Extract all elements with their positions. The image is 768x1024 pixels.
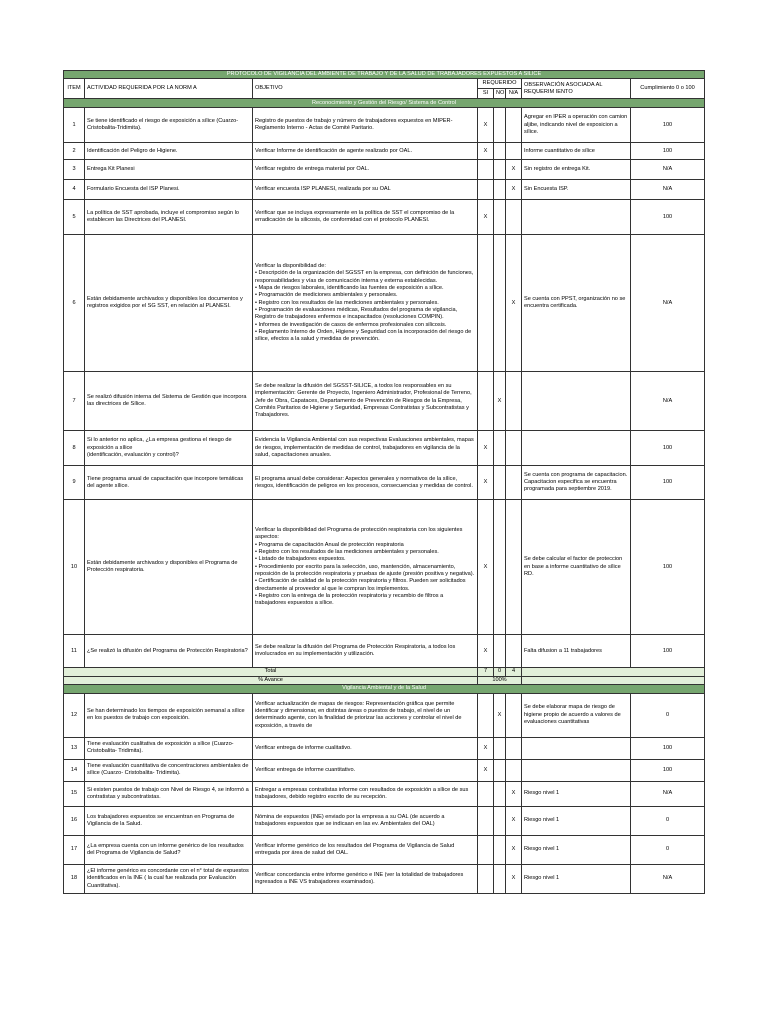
cumplimiento-value: 100 bbox=[631, 431, 705, 466]
table-row bbox=[64, 160, 705, 180]
no-mark bbox=[494, 737, 506, 759]
table-row bbox=[64, 108, 705, 143]
table-row bbox=[64, 737, 705, 759]
observacion-cell: Se debe calcular el factor de proteccion en base a informe cuantitativo de sílice RD. bbox=[522, 500, 631, 635]
total-no: 0 bbox=[494, 668, 506, 676]
na-mark bbox=[506, 200, 522, 235]
actividad-cell: Tiene programa anual de capacitación que incorpore temáticas del agente sílice. bbox=[85, 466, 253, 500]
table-row bbox=[64, 835, 705, 864]
item-number: 3 bbox=[64, 160, 85, 180]
table-row bbox=[64, 806, 705, 835]
actividad-cell: Formulario Encuesta del ISP Planesi. bbox=[85, 180, 253, 200]
no-mark bbox=[494, 235, 506, 372]
observacion-cell bbox=[522, 372, 631, 431]
cumplimiento-value: N/A bbox=[631, 235, 705, 372]
no-mark bbox=[494, 759, 506, 781]
item-number: 16 bbox=[64, 806, 85, 835]
total-label: Total bbox=[64, 668, 478, 676]
objetivo-cell: Verificar que se incluya expresamente en la política de SST el compromiso de la erradicación de la silicosis, de conformidad con el protocolo PLANESI. bbox=[253, 200, 478, 235]
observacion-cell: Riesgo nivel 1 bbox=[522, 781, 631, 806]
header-observacion: OBSERVACIÓN ASOCIADA AL REQUERIM IENTO bbox=[522, 79, 631, 99]
na-mark bbox=[506, 431, 522, 466]
item-number: 7 bbox=[64, 372, 85, 431]
na-mark: X bbox=[506, 835, 522, 864]
no-mark bbox=[494, 200, 506, 235]
objetivo-cell: Evidencia la Vigilancia Ambiental con sus respectivas Evaluaciones ambientales, mapas de riesgos, implementación de medidas de control, trabajadores en vigilancia de la salud, capacitaciones anuales. bbox=[253, 431, 478, 466]
objetivo-cell: Verificar la disponibilidad de: • Descripción de la organización del SGSST en la empresa, con definición de funciones, responsabilidades y vías de comunicación interna y externa establecidas. • Mapa de riesgos laborales, identificando las fuentes de exposición a sílice. • Programación de mediciones ambientales y personales. • Registro con los resultados de las mediciones ambientales y personales. • Programación de evaluaciones médicas, Resultados del programa de vigilancia, Registro de trabajadores enfermos e incapacitados (resoluciones COMPIN). • Informes de investigación de casos de enfermos profesionales con silicosis. • Reglamento Interno de Orden, Higiene y Seguridad con la incorporación del riesgo de sílice, efectos a la salud y medidas de prevención. bbox=[253, 235, 478, 372]
no-mark bbox=[494, 143, 506, 160]
na-mark bbox=[506, 693, 522, 737]
no-mark bbox=[494, 180, 506, 200]
table-row bbox=[64, 693, 705, 737]
item-number: 17 bbox=[64, 835, 85, 864]
cumplimiento-value: N/A bbox=[631, 372, 705, 431]
table-row bbox=[64, 781, 705, 806]
header-objetivo: OBJETIVO bbox=[253, 79, 478, 99]
si-mark bbox=[478, 693, 494, 737]
table-row bbox=[64, 466, 705, 500]
actividad-cell: Los trabajadores expuestos se encuentran en Programa de Vigilancia de la Salud. bbox=[85, 806, 253, 835]
no-mark bbox=[494, 466, 506, 500]
cumplimiento-value: 0 bbox=[631, 693, 705, 737]
si-mark: X bbox=[478, 108, 494, 143]
objetivo-cell: Verificar concordancia entre informe genérico e INE (ver la totalidad de trabajadores ingresados a INE VS trabajadores examinados). bbox=[253, 864, 478, 893]
table-row bbox=[64, 500, 705, 635]
total-row bbox=[64, 668, 705, 676]
na-mark bbox=[506, 635, 522, 668]
cumplimiento-value: 100 bbox=[631, 635, 705, 668]
si-mark bbox=[478, 806, 494, 835]
table-row bbox=[64, 759, 705, 781]
objetivo-cell: Verificar entrega de informe cualitativo. bbox=[253, 737, 478, 759]
no-mark: X bbox=[494, 693, 506, 737]
checklist-body bbox=[64, 71, 705, 894]
no-mark bbox=[494, 500, 506, 635]
objetivo-cell: Verificar actualización de mapas de riesgos: Representación gráfica que permite identificar y dimensionar, en distintas áreas o puestos de trabajo, el nivel de un determinado agente, con la finalidad de priorizar las acciones y controlar el nivel de exposición, a través de bbox=[253, 693, 478, 737]
no-mark bbox=[494, 864, 506, 893]
na-mark: X bbox=[506, 864, 522, 893]
avance-row bbox=[64, 676, 705, 684]
no-mark bbox=[494, 806, 506, 835]
objetivo-cell: Verificar entrega de informe cuantitativo. bbox=[253, 759, 478, 781]
observacion-cell: Informe cuantitativo de sílice bbox=[522, 143, 631, 160]
na-mark bbox=[506, 108, 522, 143]
observacion-cell bbox=[522, 200, 631, 235]
cumplimiento-value: N/A bbox=[631, 180, 705, 200]
no-mark bbox=[494, 835, 506, 864]
section-title-row bbox=[64, 99, 705, 108]
no-mark bbox=[494, 781, 506, 806]
observacion-cell: Riesgo nivel 1 bbox=[522, 835, 631, 864]
cumplimiento-value: 100 bbox=[631, 466, 705, 500]
header-item: ITEM bbox=[64, 79, 85, 99]
checklist-sheet bbox=[63, 70, 704, 894]
header-no: NO bbox=[494, 89, 506, 99]
objetivo-cell: Se debe realizar la difusión del Programa de Protección Respiratoria, a todos los involucrados en su implementación y utilización. bbox=[253, 635, 478, 668]
avance-value: 100% bbox=[478, 676, 522, 684]
objetivo-cell: Se debe realizar la difusión del SGSST-SILICE, a todos los responsables en su implementación: Gerente de Proyecto, Ingeniero Administrador, Profesional de Terreno, Jefe de Obra, Capataces, Departamento de Prevención de Riesgos de la Empresa, Comités Paritarios de Higiene y Seguridad, Empresas Contratistas y Subcontratistas y Trabajadores. bbox=[253, 372, 478, 431]
observacion-cell bbox=[522, 759, 631, 781]
item-number: 12 bbox=[64, 693, 85, 737]
actividad-cell: Se realizó difusión interna del Sistema de Gestión que incorpora las directrices de Sílice. bbox=[85, 372, 253, 431]
header-row bbox=[64, 79, 705, 89]
item-number: 9 bbox=[64, 466, 85, 500]
na-mark: X bbox=[506, 781, 522, 806]
observacion-cell: Sin registro de entrega Kit. bbox=[522, 160, 631, 180]
actividad-cell: ¿El informe genérico es concordante con el n° total de expuestos identificados en la INE ( la cual fue realizada por Evaluación Cuantitativa). bbox=[85, 864, 253, 893]
na-mark: X bbox=[506, 235, 522, 372]
actividad-cell: ¿Se realizó la difusión del Programa de Protección Respiratoria? bbox=[85, 635, 253, 668]
cumplimiento-value: 100 bbox=[631, 500, 705, 635]
objetivo-cell: Entregar a empresas contratistas informe con resultados de exposición a sílice de sus trabajadores, debido registro escrito de su recepción. bbox=[253, 781, 478, 806]
header-requerido: REQUERIDO bbox=[478, 79, 522, 89]
si-mark: X bbox=[478, 759, 494, 781]
observacion-cell bbox=[522, 431, 631, 466]
table-row bbox=[64, 431, 705, 466]
no-mark bbox=[494, 160, 506, 180]
si-mark bbox=[478, 835, 494, 864]
total-spacer bbox=[522, 668, 705, 676]
objetivo-cell: Nómina de expuestos (INE) enviado por la empresa a su OAL (de acuerdo a trabajadores expuestos que se indicaan en las ev. Ambientales del OAL) bbox=[253, 806, 478, 835]
item-number: 18 bbox=[64, 864, 85, 893]
item-number: 4 bbox=[64, 180, 85, 200]
na-mark bbox=[506, 737, 522, 759]
cumplimiento-value: 0 bbox=[631, 806, 705, 835]
item-number: 15 bbox=[64, 781, 85, 806]
si-mark: X bbox=[478, 431, 494, 466]
na-mark bbox=[506, 759, 522, 781]
cumplimiento-value: N/A bbox=[631, 781, 705, 806]
total-si: 7 bbox=[478, 668, 494, 676]
na-mark bbox=[506, 466, 522, 500]
observacion-cell: Se debe elaborar mapa de riesgo de higiene propio de acuerdo a valores de evaluaciones cuantitativas bbox=[522, 693, 631, 737]
table-row bbox=[64, 635, 705, 668]
cumplimiento-value: 100 bbox=[631, 737, 705, 759]
na-mark bbox=[506, 500, 522, 635]
protocol-title: PROTOCOLO DE VIGILANCIA DEL AMBIENTE DE TRABAJO Y DE LA SALUD DE TRABAJADORES EXPUESTOS A SILICE bbox=[64, 71, 705, 79]
na-mark: X bbox=[506, 160, 522, 180]
cumplimiento-value: 100 bbox=[631, 200, 705, 235]
table-row bbox=[64, 143, 705, 160]
si-mark bbox=[478, 372, 494, 431]
actividad-cell: ¿La empresa cuenta con un informe genérico de los resultados del Programa de Vigilancia de Salud? bbox=[85, 835, 253, 864]
section-title-row bbox=[64, 684, 705, 693]
na-mark bbox=[506, 372, 522, 431]
observacion-cell: Se cuenta con programa de capacitacion. Capacitacion especifica se encuentra programada para septiembre 2019. bbox=[522, 466, 631, 500]
header-cumplimiento: Cumplimiento 0 o 100 bbox=[631, 79, 705, 99]
si-mark: X bbox=[478, 737, 494, 759]
observacion-cell: Se cuenta con PPST, organización no se encuentra certificada. bbox=[522, 235, 631, 372]
table-row bbox=[64, 180, 705, 200]
si-mark bbox=[478, 180, 494, 200]
na-mark bbox=[506, 143, 522, 160]
avance-spacer bbox=[522, 676, 705, 684]
observacion-cell bbox=[522, 737, 631, 759]
objetivo-cell: Verificar Informe de identificación de agente realizado por OAL. bbox=[253, 143, 478, 160]
observacion-cell: Riesgo nivel 1 bbox=[522, 806, 631, 835]
item-number: 8 bbox=[64, 431, 85, 466]
cumplimiento-value: 100 bbox=[631, 108, 705, 143]
actividad-cell: La política de SST aprobada, incluye el compromiso según lo establecen las Directrices del PLANESI. bbox=[85, 200, 253, 235]
observacion-cell: Agregar en IPER a operación con camion aljibe, indicando nivel de exposicion a sílice. bbox=[522, 108, 631, 143]
header-na: N/A bbox=[506, 89, 522, 99]
actividad-cell: Si lo anterior no aplica, ¿La empresa gestiona el riesgo de exposición a sílice (identificación, evaluación y control)? bbox=[85, 431, 253, 466]
actividad-cell: Se han determinado los tiempos de exposición semanal a sílice en los puestos de trabajo con exposición. bbox=[85, 693, 253, 737]
si-mark: X bbox=[478, 466, 494, 500]
item-number: 13 bbox=[64, 737, 85, 759]
si-mark bbox=[478, 781, 494, 806]
si-mark bbox=[478, 864, 494, 893]
actividad-cell: Se tiene identificado el riesgo de exposición a sílice (Cuarzo-Cristobalita-Tridimita). bbox=[85, 108, 253, 143]
cumplimiento-value: 0 bbox=[631, 835, 705, 864]
si-mark: X bbox=[478, 143, 494, 160]
na-mark: X bbox=[506, 806, 522, 835]
table-row bbox=[64, 235, 705, 372]
objetivo-cell: Verificar la disponibilidad del Programa de protección respiratoria con los siguientes aspectos: • Programa de capacitación Anual de protección respiratoria • Registro con los resultados de las mediciones ambientales y personales. • Listado de trabajadores expuestos. • Procedimiento por escrito para la selección, uso, mantención, almacenamiento, reposición de la protección respiratoria y pruebas de ajuste (presión positiva y negativa). • Certificación de calidad de la protección respiratoria y filtros. Pueden ser solicitados directamente al proveedor al que le compran los implementos. • Registro con la entrega de la protección respiratoria y recambio de filtros a trabajadores expuestos a sílice. bbox=[253, 500, 478, 635]
table-row bbox=[64, 200, 705, 235]
actividad-cell: Tiene evaluación cualitativa de exposición a sílice (Cuarzo-Cristobalita- Tridimita). bbox=[85, 737, 253, 759]
cumplimiento-value: N/A bbox=[631, 160, 705, 180]
observacion-cell: Falta difusion a 11 trabajadores bbox=[522, 635, 631, 668]
objetivo-cell: El programa anual debe considerar: Aspectos generales y normativos de la sílice, riesgos, identificación de peligros en los procesos, consecuencias y medidas de control. bbox=[253, 466, 478, 500]
si-mark: X bbox=[478, 635, 494, 668]
total-na: 4 bbox=[506, 668, 522, 676]
header-actividad: ACTIVIDAD REQUERIDA POR LA NORM A bbox=[85, 79, 253, 99]
si-mark bbox=[478, 235, 494, 372]
objetivo-cell: Verificar informe genérico de los resultados del Programa de Vigilancia de Salud entregada por área de salud del OAL. bbox=[253, 835, 478, 864]
observacion-cell: Riesgo nivel 1 bbox=[522, 864, 631, 893]
objetivo-cell: Verificar encuesta ISP PLANESI, realizada por su OAL bbox=[253, 180, 478, 200]
cumplimiento-value: 100 bbox=[631, 143, 705, 160]
item-number: 2 bbox=[64, 143, 85, 160]
na-mark: X bbox=[506, 180, 522, 200]
observacion-cell: Sin Encuesta ISP. bbox=[522, 180, 631, 200]
title-row bbox=[64, 71, 705, 79]
actividad-cell: Entrega Kit Planesi bbox=[85, 160, 253, 180]
item-number: 10 bbox=[64, 500, 85, 635]
objetivo-cell: Registro de puestos de trabajo y número de trabajadores expuestos en MIPER-Reglamento Interno - Actas de Comité Paritario. bbox=[253, 108, 478, 143]
section-title: Reconocimiento y Gestión del Riesgo/ Sistema de Control bbox=[64, 99, 705, 108]
item-number: 6 bbox=[64, 235, 85, 372]
no-mark: X bbox=[494, 372, 506, 431]
item-number: 11 bbox=[64, 635, 85, 668]
actividad-cell: Están debidamente archivados y disponibles los documentos y registros exigidos por el SG SST, en relación al PLANESI. bbox=[85, 235, 253, 372]
item-number: 1 bbox=[64, 108, 85, 143]
si-mark bbox=[478, 160, 494, 180]
actividad-cell: Si existen puestos de trabajo con Nivel de Riesgo 4, se informó a contratistas y subcontratistas. bbox=[85, 781, 253, 806]
section-title: Vigilancia Ambiental y de la Salud bbox=[64, 684, 705, 693]
table-row bbox=[64, 372, 705, 431]
avance-label: % Avance bbox=[64, 676, 478, 684]
cumplimiento-value: N/A bbox=[631, 864, 705, 893]
item-number: 5 bbox=[64, 200, 85, 235]
actividad-cell: Tiene evaluación cuantitativa de concentraciones ambientales de sílice (Cuarzo- Cristobalita- Tridimita). bbox=[85, 759, 253, 781]
si-mark: X bbox=[478, 200, 494, 235]
table-row bbox=[64, 864, 705, 893]
no-mark bbox=[494, 108, 506, 143]
item-number: 14 bbox=[64, 759, 85, 781]
no-mark bbox=[494, 431, 506, 466]
no-mark bbox=[494, 635, 506, 668]
objetivo-cell: Verificar registro de entrega material por OAL. bbox=[253, 160, 478, 180]
actividad-cell: Están debidamente archivados y disponibles el Programa de Protección respiratoria. bbox=[85, 500, 253, 635]
si-mark: X bbox=[478, 500, 494, 635]
actividad-cell: Identificación del Peligro de Higiene. bbox=[85, 143, 253, 160]
checklist-table bbox=[63, 70, 705, 894]
header-si: SI bbox=[478, 89, 494, 99]
cumplimiento-value: 100 bbox=[631, 759, 705, 781]
